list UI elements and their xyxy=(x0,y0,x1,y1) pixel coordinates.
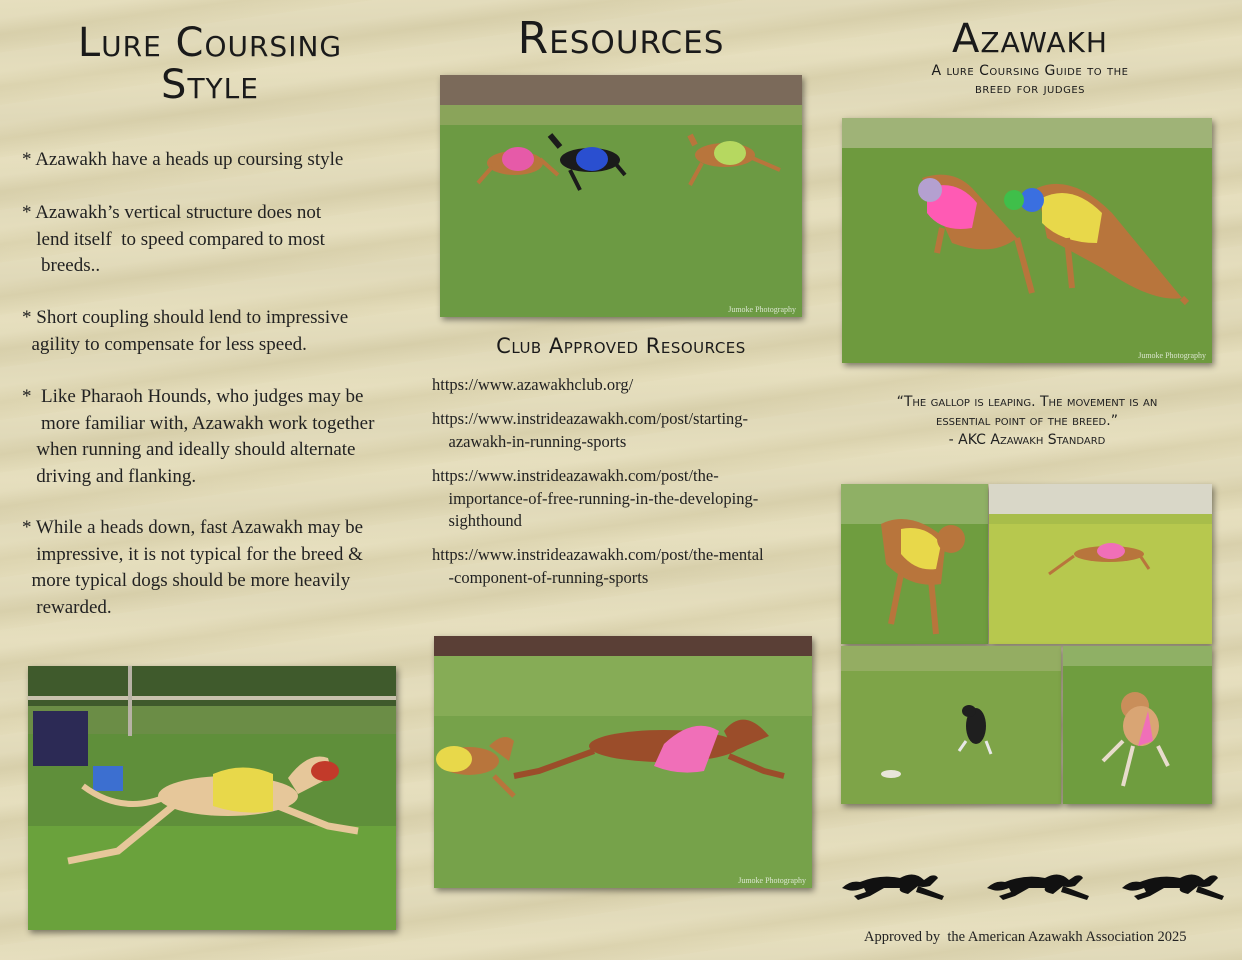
collage-photo-black-dog xyxy=(841,646,1061,804)
right-title: Azawakh xyxy=(952,16,1108,62)
resource-link-3[interactable]: https://www.instrideazawakh.com/post/the- importance-of-free-running-in-the-developing- sighthound xyxy=(432,466,759,530)
photo-credit: Jumoke Photography xyxy=(728,305,796,314)
bullet-3: * Short coupling should lend to impressive agility to compensate for less speed. xyxy=(22,307,349,355)
club-heading: Club Approved Resources xyxy=(496,334,746,358)
photo-fawn-dog-yellow-vest xyxy=(28,666,396,930)
resource-link-1[interactable]: https://www.azawakhclub.org/ xyxy=(432,375,634,394)
collage-photo-yellow-vest xyxy=(841,484,988,644)
collage-photo-pink-vest-front xyxy=(1063,646,1212,804)
bullet-2: * Azawakh’s vertical structure does not lend itself to speed compared to most breeds.. xyxy=(22,202,325,276)
photo-credit-bottom: Jumoke Photography xyxy=(738,876,806,885)
right-subtitle: A lure Coursing Guide to the breed for judges xyxy=(931,63,1129,97)
running-dog-silhouette-icon xyxy=(1120,866,1226,906)
photo-pink-vest-dog-chase xyxy=(434,636,812,888)
photo-credit-right: Jumoke Photography xyxy=(1138,351,1206,360)
bullet-1: * Azawakh have a heads up coursing style xyxy=(22,149,344,170)
breed-quote: “The gallop is leaping. The movement is an essential point of the breed.” - AKC Azawakh Standard xyxy=(896,394,1158,448)
bullet-4: * Like Pharaoh Hounds, who judges may be more familiar with, Azawakh work together when running and ideally should alternate driving and flanking. xyxy=(22,386,375,487)
left-title: Lure Coursing Style xyxy=(77,20,343,108)
running-dog-silhouette-icon xyxy=(840,866,946,906)
resource-link-4[interactable]: https://www.instrideazawakh.com/post/the-mental -component-of-running-sports xyxy=(432,545,764,587)
photo-three-dogs-running xyxy=(440,75,802,317)
middle-title: Resources xyxy=(517,13,725,64)
photo-two-dogs-masked xyxy=(842,118,1212,363)
running-dog-silhouette-icon xyxy=(985,866,1091,906)
collage-photo-pink-vest-run xyxy=(989,484,1212,644)
approval-footer: Approved by the American Azawakh Association 2025 xyxy=(864,929,1187,945)
bullet-5: * While a heads down, fast Azawakh may be impressive, it is not typical for the breed & more typical dogs should be more heavily rewarded. xyxy=(22,517,364,618)
resource-link-2[interactable]: https://www.instrideazawakh.com/post/starting- azawakh-in-running-sports xyxy=(432,409,749,451)
